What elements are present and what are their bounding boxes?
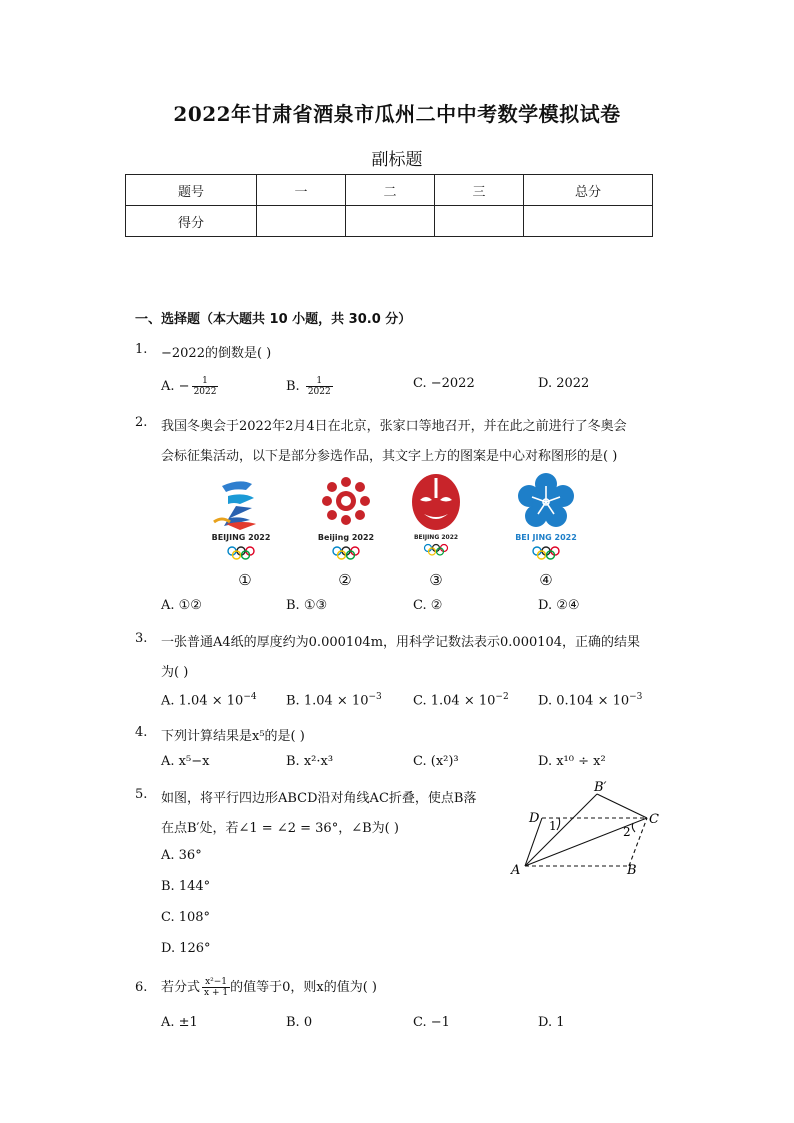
option-a[interactable]: A. x⁵−x (161, 754, 210, 769)
option-a[interactable]: A. ±1 (161, 1015, 198, 1030)
option-d[interactable]: D. x¹⁰ ÷ x² (538, 754, 606, 769)
option-b[interactable] (286, 376, 333, 397)
score-cell[interactable] (524, 206, 653, 237)
score-cell[interactable] (257, 206, 346, 237)
option-label: C. 1.04 × 10 (413, 693, 496, 709)
denominator: 2022 (193, 387, 217, 397)
logo-1 (200, 472, 282, 564)
option-label: B. (286, 379, 300, 394)
point-label: B (627, 863, 637, 878)
logo-mark: ③ (429, 571, 443, 589)
exponent: −2 (495, 692, 509, 702)
logo-mark: ② (338, 571, 352, 589)
denominator: 2022 (307, 387, 331, 397)
option-d[interactable]: D. 1 (538, 1015, 565, 1030)
option-d[interactable]: D. 126° (161, 941, 211, 956)
option-a[interactable] (161, 692, 257, 708)
logo-mark: ① (238, 571, 252, 589)
point-label: D (529, 811, 540, 826)
score-cell[interactable] (346, 206, 435, 237)
option-label: D. 0.104 × 10 (538, 693, 630, 709)
numerator: 1 (306, 376, 333, 387)
option-b[interactable]: B. 144° (161, 879, 211, 894)
score-header-cell: 二 (346, 175, 435, 206)
numerator: 1 (192, 376, 219, 387)
option-label: B. 1.04 × 10 (286, 693, 369, 709)
question-number: 4. (135, 725, 148, 740)
question-text-cont: 会标征集活动，以下是部分参选作品，其文字上方的图案是中心对称图形的是( ) (161, 449, 618, 464)
logo-caption: BEIJING 2022 (413, 534, 459, 541)
option-b[interactable]: B. x²·x³ (286, 754, 334, 769)
page-title: 2022年甘肃省酒泉市瓜州二中中考数学模拟试卷 (173, 102, 621, 126)
fraction (306, 376, 333, 397)
question-text-pre: 若分式 (161, 980, 201, 995)
question-text (161, 976, 644, 998)
question-number: 1. (135, 342, 148, 357)
option-c[interactable]: C. −2022 (413, 376, 475, 391)
score-table-header-row (126, 175, 653, 206)
question-text-cont: 在点B′处，若∠1 = ∠2 = 36°，∠B为( ) (161, 821, 399, 836)
score-row-label: 得分 (126, 206, 257, 237)
question-text-post: 的值等于0，则x的值为( ) (230, 980, 377, 995)
emblem-3-icon (395, 472, 477, 564)
option-c[interactable]: C. 108° (161, 910, 211, 925)
score-cell[interactable] (435, 206, 524, 237)
score-header-cell: 一 (257, 175, 346, 206)
denominator: x + 1 (204, 988, 229, 998)
point-label: C (649, 812, 659, 827)
emblem-2-icon (305, 472, 387, 564)
option-a[interactable]: A. 36° (161, 848, 202, 863)
fraction (192, 376, 219, 397)
option-b[interactable] (286, 692, 382, 708)
logo-caption: BEIJING 2022 (211, 533, 271, 542)
option-a[interactable] (161, 376, 218, 397)
option-a[interactable]: A. ①② (161, 598, 202, 613)
option-label: A. 1.04 × 10 (161, 693, 244, 709)
emblem-4-icon (505, 472, 587, 564)
angle-label: 2 (623, 825, 631, 839)
question-text: 我国冬奥会于2022年2月4日在北京，张家口等地召开，并在此之前进行了冬奥会 (161, 419, 627, 434)
score-table (125, 174, 653, 237)
option-c[interactable]: C. (x²)³ (413, 754, 459, 769)
option-d[interactable] (538, 692, 642, 708)
option-d[interactable]: D. 2022 (538, 376, 590, 391)
point-label: B′ (594, 780, 607, 795)
question-text: 如图，将平行四边形ABCD沿对角线AC折叠，使点B落 (161, 791, 477, 806)
question-text: 下列计算结果是x⁵的是( ) (161, 729, 305, 744)
logo-caption: Beijing 2022 (317, 533, 375, 542)
parallelogram-figure (505, 778, 675, 883)
emblem-1-icon (200, 472, 282, 564)
angle-label: 1 (549, 819, 557, 833)
point-label: A (511, 863, 521, 878)
exponent: −3 (629, 692, 643, 702)
logo-mark: ④ (539, 571, 553, 589)
option-c[interactable]: C. −1 (413, 1015, 450, 1030)
score-table-row (126, 206, 653, 237)
page-subtitle: 副标题 (371, 150, 423, 170)
logo-3 (395, 472, 477, 564)
question-number: 2. (135, 415, 148, 430)
question-number: 5. (135, 787, 148, 802)
question-number: 3. (135, 631, 148, 646)
question-number: 6. (135, 980, 148, 995)
option-c[interactable] (413, 692, 509, 708)
numerator: x²−1 (202, 977, 230, 988)
question-text-cont: 为( ) (161, 665, 189, 680)
option-b[interactable]: B. ①③ (286, 598, 328, 613)
score-header-cell: 总分 (524, 175, 653, 206)
option-c[interactable]: C. ② (413, 598, 443, 613)
exponent: −4 (243, 692, 257, 702)
fraction (202, 977, 230, 998)
sign: − (178, 379, 190, 394)
section-heading: 一、选择题（本大题共 10 小题，共 30.0 分） (135, 312, 412, 327)
logo-4 (505, 472, 587, 564)
option-b[interactable]: B. 0 (286, 1015, 313, 1030)
question-text: 一张普通A4纸的厚度约为0.000104m，用科学记数法表示0.000104，正确的结果 (161, 635, 641, 650)
option-label: A. (161, 379, 175, 394)
question-text: −2022的倒数是( ) (161, 346, 272, 361)
score-header-cell: 三 (435, 175, 524, 206)
logo-caption: BEI JING 2022 (515, 533, 577, 542)
logo-2 (305, 472, 387, 564)
option-d[interactable]: D. ②④ (538, 598, 580, 613)
score-header-cell: 题号 (126, 175, 257, 206)
exponent: −3 (368, 692, 382, 702)
